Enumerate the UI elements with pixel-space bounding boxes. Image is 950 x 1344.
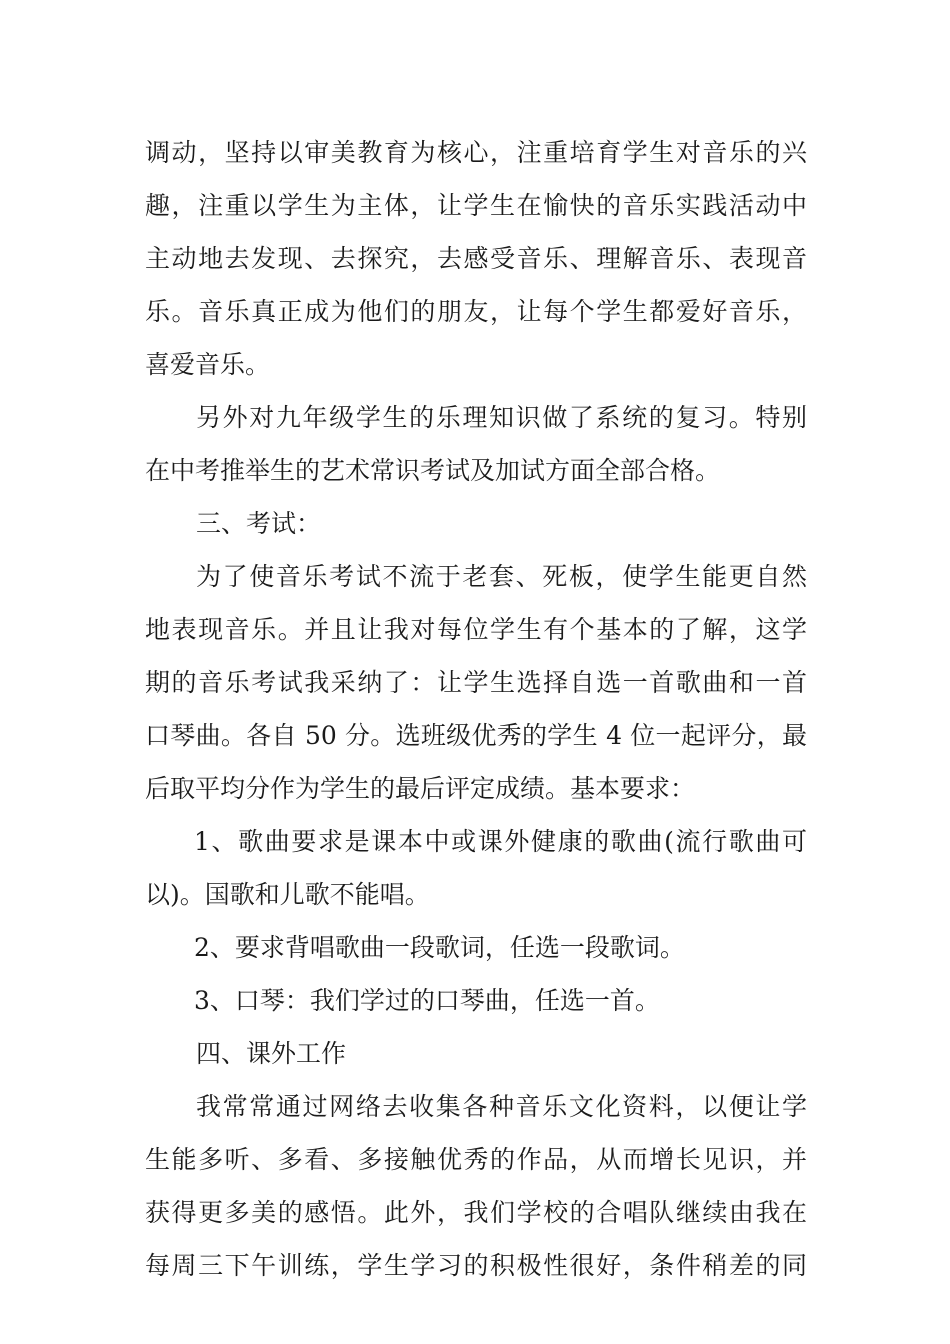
text-line: 调动，坚持以审美教育为核心，注重培育学生对音乐的兴 bbox=[145, 138, 807, 167]
text-line: 地表现音乐。并且让我对每位学生有个基本的了解，这学 bbox=[145, 615, 807, 644]
section-heading: 四、课外工作 bbox=[196, 1039, 347, 1068]
text-line: 另外对九年级学生的乐理知识做了系统的复习。特别 bbox=[196, 403, 807, 432]
text-line: 口琴曲。各自 50 分。选班级优秀的学生 4 位一起评分，最 bbox=[145, 721, 807, 750]
section-heading: 三、考试： bbox=[196, 509, 322, 538]
text-line: 期的音乐考试我采纳了：让学生选择自选一首歌曲和一首 bbox=[145, 668, 807, 697]
text-line: 为了使音乐考试不流于老套、死板，使学生能更自然 bbox=[196, 562, 807, 591]
text-line: 趣，注重以学生为主体，让学生在愉快的音乐实践活动中 bbox=[145, 191, 807, 220]
text-line: 我常常通过网络去收集各种音乐文化资料，以便让学 bbox=[196, 1092, 807, 1121]
text-line: 喜爱音乐。 bbox=[145, 350, 271, 379]
text-line: 主动地去发现、去探究，去感受音乐、理解音乐、表现音 bbox=[145, 244, 807, 273]
body-text bbox=[145, 126, 807, 1292]
text-line: 每周三下午训练，学生学习的积极性很好，条件稍差的同 bbox=[145, 1251, 807, 1280]
text-line: 生能多听、多看、多接触优秀的作品，从而增长见识，并 bbox=[145, 1145, 807, 1174]
text-line: 后取平均分作为学生的最后评定成绩。基本要求： bbox=[145, 774, 696, 803]
list-item: 3、口琴：我们学过的口琴曲，任选一首。 bbox=[194, 986, 660, 1015]
list-item: 2、要求背唱歌曲一段歌词，任选一段歌词。 bbox=[194, 933, 685, 962]
text-line: 以)。国歌和儿歌不能唱。 bbox=[145, 880, 430, 909]
text-line: 乐。音乐真正成为他们的朋友，让每个学生都爱好音乐， bbox=[145, 297, 807, 326]
list-item: 1、歌曲要求是课本中或课外健康的歌曲(流行歌曲可 bbox=[194, 827, 807, 856]
text-line: 在中考推举生的艺术常识考试及加试方面全部合格。 bbox=[145, 456, 721, 485]
text-line: 获得更多美的感悟。此外，我们学校的合唱队继续由我在 bbox=[145, 1198, 807, 1227]
